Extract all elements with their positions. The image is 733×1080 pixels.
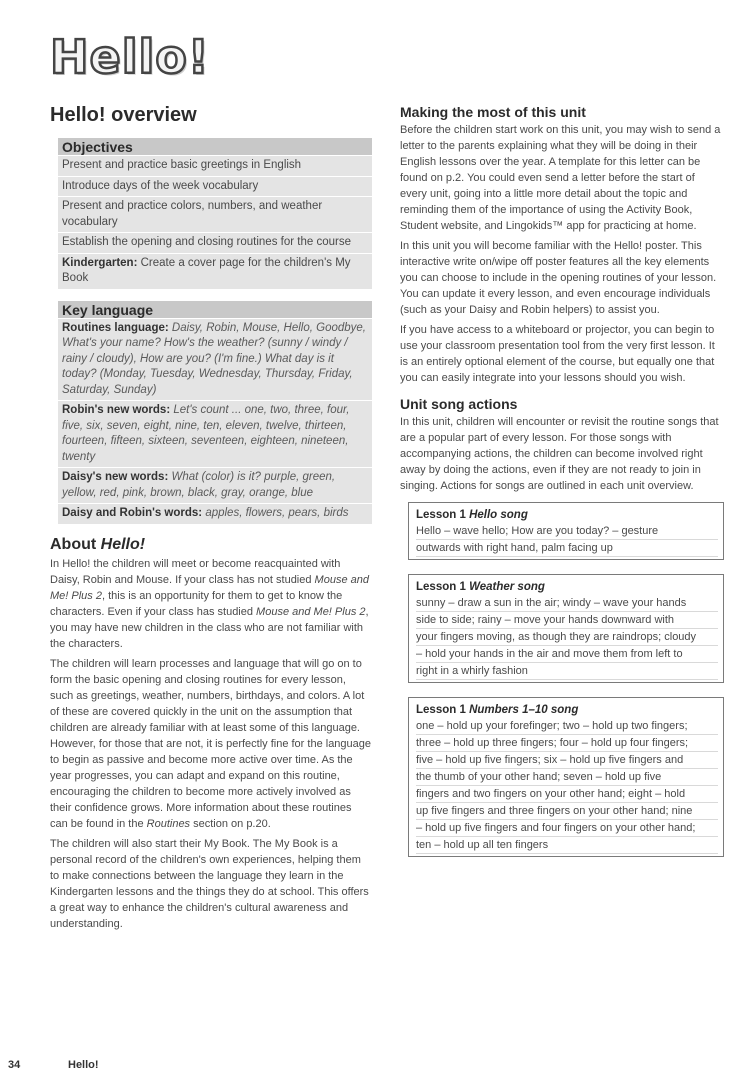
key-language-row: Robin's new words: Let's count ... one, two, three, four, five, six, seven, eight, nine, ten, eleven, twelve, thirteen, fourteen, fifteen, sixteen, seventeen, eighteen, nineteen, twenty xyxy=(58,400,372,467)
lesson-line: right in a whirly fashion xyxy=(416,663,718,680)
lesson-body xyxy=(416,523,718,557)
making-most-paragraph-3: If you have access to a whiteboard or projector, you can begin to use your classroom presentation tool from the very first lesson. It is an entirely optional element of the course, but equally one that you can easily integrate into your lessons should you wish. xyxy=(400,324,715,384)
lesson-title: Lesson 1 Weather song xyxy=(416,581,545,593)
lesson-line: side to side; rainy – move your hands downward with xyxy=(416,612,718,629)
lesson-box-numbers-song xyxy=(408,697,724,857)
song-actions-paragraph: In this unit, children will encounter or revisit the routine songs that are a popular part of every lesson. For those songs with accompanying actions, the children can become involved right away by doing the actions, even if they are not ready to join in singing. Actions for songs are outlined in each unit overview. xyxy=(400,416,719,492)
lesson-line: fingers and two fingers on your other hand; eight – hold xyxy=(416,786,718,803)
lesson-line: one – hold up your forefinger; two – hold up two fingers; xyxy=(416,718,718,735)
key-language-box xyxy=(58,301,372,524)
footer-unit-title: Hello! xyxy=(68,1059,99,1071)
lesson-line: Hello – wave hello; How are you today? – gesture xyxy=(416,523,718,540)
lesson-title: Lesson 1 Hello song xyxy=(416,509,528,521)
lesson-body xyxy=(416,718,718,854)
about-paragraph-3: The children will also start their My Book. The My Book is a personal record of the children's own experiences, helping them to make connections between the language they learn in the Kindergarten lessons and the things they do at school. This offers a great way to enhance the children's cultural awareness and understanding. xyxy=(50,837,369,930)
lesson-line: – hold your hands in the air and move them from left to xyxy=(416,646,718,663)
lesson-line: – hold up five fingers and four fingers on your other hand; xyxy=(416,820,718,837)
key-language-row: Routines language: Daisy, Robin, Mouse, Hello, Goodbye, What's your name? How's the weather? (sunny / windy / rainy / cloudy), How are you? (I'm fine.) What day is it today? (Monday, Tuesday, Wednesday, Thursday, Friday, Saturday, Sunday) xyxy=(58,318,372,401)
song-actions-heading: Unit song actions xyxy=(400,396,518,412)
lesson-body xyxy=(416,595,718,680)
objective-row: Establish the opening and closing routines for the course xyxy=(58,232,372,253)
lesson-line: your fingers moving, as though they are raindrops; cloudy xyxy=(416,629,718,646)
lesson-line: sunny – draw a sun in the air; windy – wave your hands xyxy=(416,595,718,612)
objective-row: Present and practice basic greetings in English xyxy=(58,155,372,176)
key-language-row: Daisy and Robin's words: apples, flowers, pears, birds xyxy=(58,503,372,524)
about-paragraph-2: The children will learn processes and language that will go on to form the basic opening and closing routines for every lesson, such as greetings, weather, numbers, birthdays, and colors. A lot of these are covered quickly in the unit on the assumption that children are already familiar with at least some of this language. However, for those that are not, it is perfectly fine for the language to begin as passive and become more active over time. As the year progresses, you can adapt and expand on this routine, encouraging the children to become more actively involved as their confidence grows. More information about these routines can be found in the Routines section on p.20. xyxy=(50,657,372,830)
lesson-line: up five fingers and three fingers on your other hand; nine xyxy=(416,803,718,820)
objective-row: Kindergarten: Create a cover page for the children's My Book xyxy=(58,253,372,289)
lesson-box-hello-song xyxy=(408,502,724,560)
left-column xyxy=(50,104,372,936)
right-column xyxy=(400,104,724,857)
lesson-line: ten – hold up all ten fingers xyxy=(416,837,718,854)
lesson-line: three – hold up three fingers; four – hold up four fingers; xyxy=(416,735,718,752)
key-language-heading: Key language xyxy=(58,301,372,318)
making-most-heading: Making the most of this unit xyxy=(400,104,586,120)
lesson-line: outwards with right hand, palm facing up xyxy=(416,540,718,557)
objectives-heading: Objectives xyxy=(58,138,372,155)
overview-heading: Hello! overview xyxy=(50,104,197,126)
about-paragraph-1: In Hello! the children will meet or become reacquainted with Daisy, Robin and Mouse. If your class has not studied Mouse and Me! Plus 2, this is an opportunity for them to get to know the characters. Even if your class has studied Mouse and Me! Plus 2, you may have new children in the class who are not familiar with the characters. xyxy=(50,557,369,650)
about-heading: About Hello! xyxy=(50,535,146,553)
lesson-title: Lesson 1 Numbers 1–10 song xyxy=(416,704,579,716)
objectives-box xyxy=(58,138,372,289)
objective-row: Introduce days of the week vocabulary xyxy=(58,176,372,197)
lesson-line: the thumb of your other hand; seven – hold up five xyxy=(416,769,718,786)
unit-title: Hello! xyxy=(50,30,210,84)
key-language-row: Daisy's new words: What (color) is it? purple, green, yellow, red, pink, brown, black, gray, orange, blue xyxy=(58,467,372,503)
lesson-line: five – hold up five fingers; six – hold up five fingers and xyxy=(416,752,718,769)
page-number: 34 xyxy=(8,1059,21,1071)
making-most-paragraph-1: Before the children start work on this unit, you may wish to send a letter to the parents explaining what they will be doing in their English lessons over the year. A template for this letter can be found on p.2. You could even send a letter before the start of every unit, going into a little more detail about the topic and reminding them of the importance of using the Activity Book, Student website, and Lingokids™ app for practicing at home. xyxy=(400,124,721,232)
objective-row: Present and practice colors, numbers, and weather vocabulary xyxy=(58,196,372,232)
making-most-paragraph-2: In this unit you will become familiar with the Hello! poster. This interactive write on/wipe off poster features all the key elements you can choose to include in the opening routines of your lesson. You can update it every lesson, and even encourage individuals (such as your Daisy and Robin helpers) to assist you. xyxy=(400,240,717,316)
lesson-box-weather-song xyxy=(408,574,724,683)
